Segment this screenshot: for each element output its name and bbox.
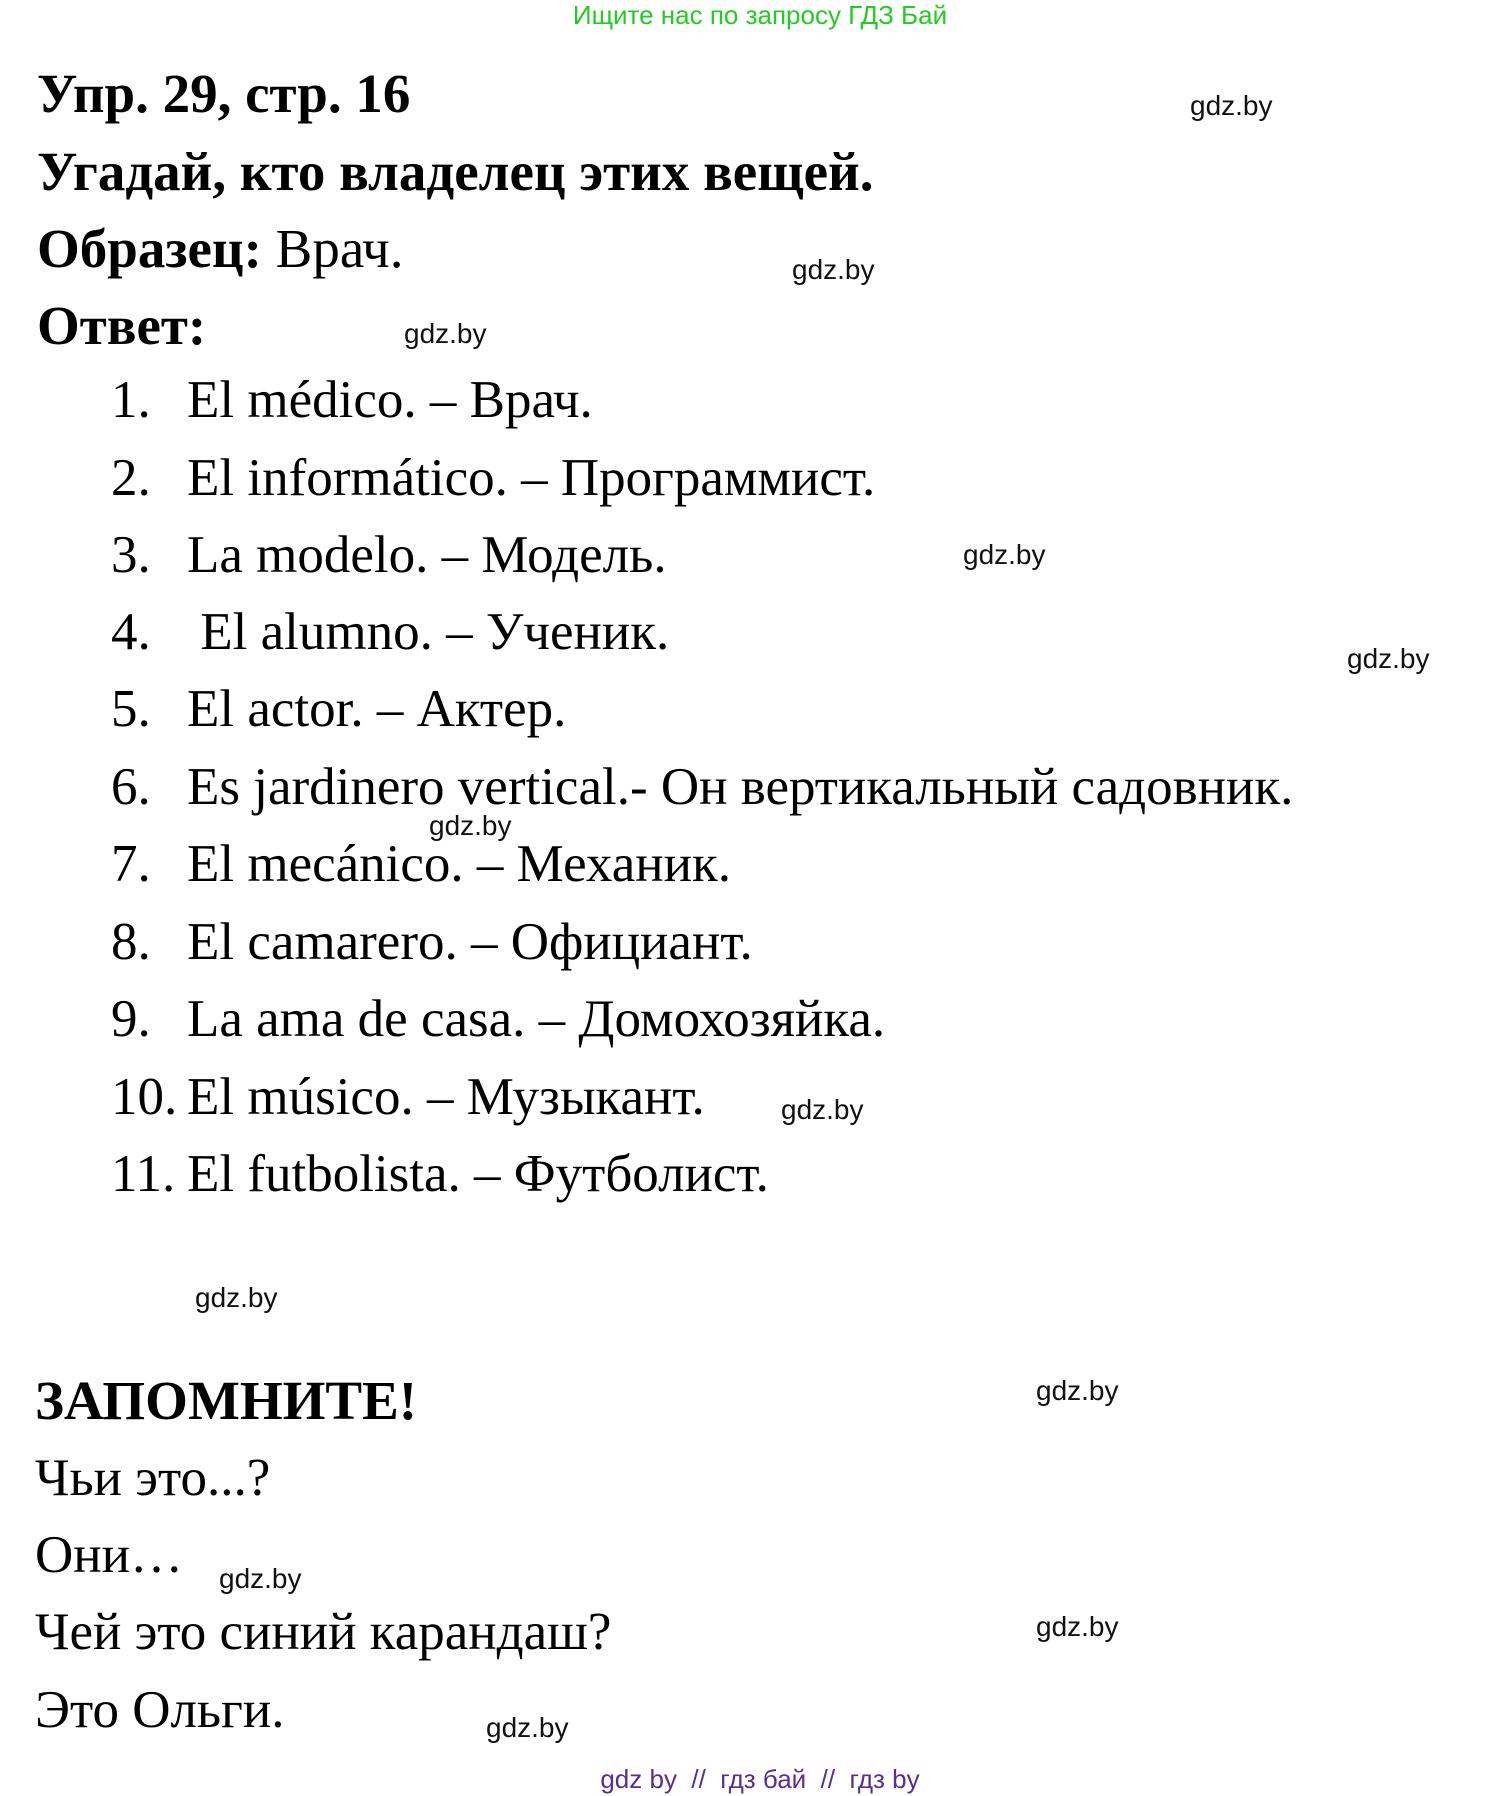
list-item — [111, 526, 667, 584]
answer-label: Ответ: — [37, 295, 207, 356]
item-number: 9. — [111, 990, 151, 1048]
item-text: El camarero. – Официант. — [187, 913, 753, 971]
list-item — [111, 835, 731, 893]
watermark: gdz.by — [781, 1094, 864, 1125]
remember-line: Они… — [35, 1526, 184, 1584]
list-item — [111, 371, 593, 429]
list-item — [111, 1068, 705, 1126]
item-number: 8. — [111, 913, 151, 971]
task-text: Угадай, кто владелец этих вещей. — [37, 141, 874, 202]
item-text: El médico. – Врач. — [187, 371, 593, 429]
watermark: gdz.by — [1190, 90, 1273, 121]
header-watermark[interactable]: Ищите нас по запросу ГДЗ Бай — [572, 0, 948, 30]
sample-line — [37, 218, 404, 279]
item-text: El mecánico. – Механик. — [187, 835, 731, 893]
item-number: 1. — [111, 371, 151, 429]
item-number: 5. — [111, 680, 151, 738]
watermark: gdz.by — [486, 1712, 569, 1743]
list-item — [111, 603, 670, 661]
item-text: El actor. – Актер. — [187, 680, 567, 738]
list-item — [111, 449, 876, 507]
item-number: 10. — [111, 1068, 178, 1126]
remember-line: Чей это синий карандаш? — [35, 1603, 612, 1661]
watermark: gdz.by — [792, 254, 875, 285]
remember-line: Это Ольги. — [35, 1681, 285, 1739]
item-text: Es jardinero vertical.- Он вертикальный садовник. — [187, 758, 1294, 816]
watermark: gdz.by — [1036, 1611, 1119, 1642]
watermark: gdz.by — [219, 1563, 302, 1594]
item-text: El informático. – Программист. — [187, 449, 876, 507]
list-item — [111, 680, 567, 738]
item-number: 3. — [111, 526, 151, 584]
item-number: 7. — [111, 835, 151, 893]
list-item — [111, 913, 753, 971]
item-text: El músico. – Музыкант. — [187, 1068, 705, 1126]
watermark: gdz.by — [404, 318, 487, 349]
item-text: La modelo. – Модель. — [187, 526, 667, 584]
list-item — [111, 1145, 769, 1203]
remember-title: ЗАПОМНИТЕ! — [35, 1370, 418, 1431]
item-number: 4. — [111, 603, 151, 661]
watermark: gdz.by — [963, 539, 1046, 570]
watermark: gdz.by — [1347, 643, 1430, 674]
watermark: gdz.by — [429, 810, 512, 841]
sample-text: Врач. — [275, 218, 404, 279]
list-item — [111, 758, 1294, 816]
footer-links[interactable]: gdz by // гдз бай // гдз by — [600, 1764, 920, 1794]
item-number: 6. — [111, 758, 151, 816]
item-text: El futbolista. – Футболист. — [187, 1145, 769, 1203]
watermark: gdz.by — [1036, 1375, 1119, 1406]
list-item — [111, 990, 886, 1048]
sample-label: Образец: — [37, 218, 262, 279]
item-number: 11. — [111, 1145, 176, 1203]
exercise-title: Упр. 29, стр. 16 — [37, 63, 411, 124]
remember-line: Чьи это...? — [35, 1449, 271, 1507]
item-text: El alumno. – Ученик. — [187, 603, 670, 661]
item-number: 2. — [111, 449, 151, 507]
watermark: gdz.by — [195, 1282, 278, 1313]
item-text: La ama de casa. – Домохозяйка. — [187, 990, 886, 1048]
